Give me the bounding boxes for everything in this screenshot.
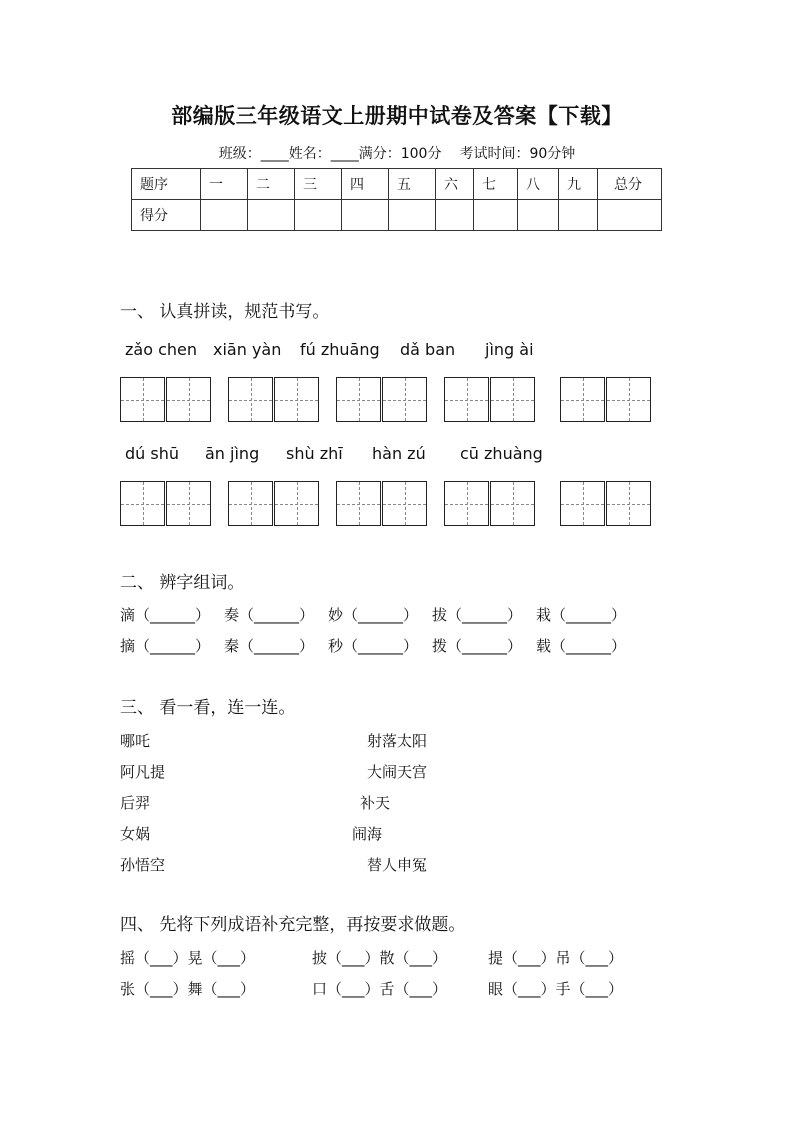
tianzige-box[interactable] bbox=[228, 377, 273, 422]
class-blank[interactable]: ____ bbox=[260, 146, 289, 162]
score-header-cell: 八 bbox=[518, 169, 559, 200]
score-table-header-row bbox=[132, 169, 662, 200]
pinyin-label: hàn zú bbox=[372, 444, 426, 463]
score-header-cell: 三 bbox=[295, 169, 342, 200]
match-right-item[interactable]: 补天 bbox=[360, 794, 391, 812]
score-header-cell: 一 bbox=[201, 169, 248, 200]
score-cell[interactable] bbox=[436, 200, 474, 231]
score-table bbox=[131, 168, 662, 231]
score-header-cell: 五 bbox=[389, 169, 436, 200]
name-blank[interactable]: ____ bbox=[330, 146, 359, 162]
full-score: 满分：100分 bbox=[358, 146, 442, 162]
tianzige-box[interactable] bbox=[490, 481, 535, 526]
exam-time: 考试时间：90分钟 bbox=[459, 146, 576, 162]
pinyin-label: jìng ài bbox=[485, 340, 534, 359]
tianzige-box[interactable] bbox=[560, 481, 605, 526]
match-left-item[interactable]: 后羿 bbox=[120, 794, 151, 812]
word-group-item[interactable]: 滴（______） bbox=[120, 606, 211, 624]
score-header-cell: 题序 bbox=[132, 169, 201, 200]
score-cell[interactable] bbox=[295, 200, 342, 231]
match-left-item[interactable]: 哪吒 bbox=[120, 732, 151, 750]
word-group-item[interactable]: 秒（______） bbox=[328, 637, 419, 655]
score-cell[interactable] bbox=[248, 200, 295, 231]
score-header-cell: 四 bbox=[342, 169, 389, 200]
section-2-heading: 二、 辨字组词。 bbox=[120, 573, 245, 593]
tianzige-box[interactable] bbox=[228, 481, 273, 526]
tianzige-box[interactable] bbox=[560, 377, 605, 422]
tianzige-box[interactable] bbox=[336, 377, 381, 422]
match-right-item[interactable]: 闹海 bbox=[352, 825, 383, 843]
word-group-item[interactable]: 栽（______） bbox=[536, 606, 627, 624]
class-label: 班级： bbox=[218, 146, 261, 162]
score-header-cell: 六 bbox=[436, 169, 474, 200]
score-header-cell: 九 bbox=[559, 169, 598, 200]
score-cell[interactable] bbox=[598, 200, 662, 231]
tianzige-box[interactable] bbox=[120, 377, 165, 422]
tianzige-box[interactable] bbox=[336, 481, 381, 526]
match-left-item[interactable]: 阿凡提 bbox=[120, 763, 166, 781]
pinyin-label: ān jìng bbox=[205, 444, 260, 463]
score-cell[interactable] bbox=[201, 200, 248, 231]
tianzige-box[interactable] bbox=[274, 481, 319, 526]
score-cell[interactable] bbox=[559, 200, 598, 231]
score-cell[interactable] bbox=[389, 200, 436, 231]
pinyin-label: dú shū bbox=[125, 444, 179, 463]
match-right-item[interactable]: 射落太阳 bbox=[367, 732, 428, 750]
pinyin-label: xiān yàn bbox=[213, 340, 282, 359]
score-table-score-row bbox=[132, 200, 662, 231]
section-3-heading: 三、 看一看，连一连。 bbox=[120, 698, 296, 718]
tianzige-box[interactable] bbox=[274, 377, 319, 422]
page-title: 部编版三年级语文上册期中试卷及答案【下载】 bbox=[171, 104, 623, 128]
name-label: 姓名： bbox=[288, 146, 331, 162]
word-group-item[interactable]: 载（______） bbox=[536, 637, 627, 655]
pinyin-label: fú zhuāng bbox=[300, 340, 380, 359]
tianzige-box[interactable] bbox=[382, 377, 427, 422]
match-right-item[interactable]: 大闹天宫 bbox=[367, 763, 428, 781]
section-4-heading: 四、 先将下列成语补充完整，再按要求做题。 bbox=[120, 915, 466, 935]
exam-info bbox=[0, 143, 794, 163]
idiom-item[interactable]: 眼（___）手（___） bbox=[488, 980, 624, 998]
score-cell[interactable] bbox=[342, 200, 389, 231]
match-left-item[interactable]: 孙悟空 bbox=[120, 856, 166, 874]
tianzige-box[interactable] bbox=[166, 481, 211, 526]
pinyin-label: dǎ ban bbox=[400, 340, 456, 359]
tianzige-box[interactable] bbox=[444, 481, 489, 526]
pinyin-label: shù zhī bbox=[286, 444, 343, 463]
tianzige-box[interactable] bbox=[606, 481, 651, 526]
tianzige-box[interactable] bbox=[382, 481, 427, 526]
tianzige-box[interactable] bbox=[166, 377, 211, 422]
word-group-item[interactable]: 拔（______） bbox=[432, 606, 523, 624]
score-header-cell: 七 bbox=[474, 169, 518, 200]
idiom-item[interactable]: 披（___）散（___） bbox=[312, 949, 448, 967]
idiom-item[interactable]: 提（___）吊（___） bbox=[488, 949, 624, 967]
tianzige-box[interactable] bbox=[606, 377, 651, 422]
idiom-item[interactable]: 口（___）舌（___） bbox=[312, 980, 448, 998]
idiom-item[interactable]: 摇（___）晃（___） bbox=[120, 949, 256, 967]
score-row-label: 得分 bbox=[132, 200, 201, 231]
word-group-item[interactable]: 摘（______） bbox=[120, 637, 211, 655]
score-cell[interactable] bbox=[474, 200, 518, 231]
word-group-item[interactable]: 拨（______） bbox=[432, 637, 523, 655]
tianzige-box[interactable] bbox=[490, 377, 535, 422]
match-left-item[interactable]: 女娲 bbox=[120, 825, 151, 843]
word-group-item[interactable]: 妙（______） bbox=[328, 606, 419, 624]
pinyin-label: zǎo chen bbox=[125, 340, 197, 359]
tianzige-box[interactable] bbox=[444, 377, 489, 422]
pinyin-label: cū zhuàng bbox=[460, 444, 543, 463]
score-cell[interactable] bbox=[518, 200, 559, 231]
word-group-item[interactable]: 奏（______） bbox=[224, 606, 315, 624]
score-header-cell: 总分 bbox=[598, 169, 662, 200]
section-1-heading: 一、 认真拼读，规范书写。 bbox=[120, 302, 330, 322]
match-right-item[interactable]: 替人申冤 bbox=[367, 856, 428, 874]
score-header-cell: 二 bbox=[248, 169, 295, 200]
tianzige-box[interactable] bbox=[120, 481, 165, 526]
idiom-item[interactable]: 张（___）舞（___） bbox=[120, 980, 256, 998]
word-group-item[interactable]: 秦（______） bbox=[224, 637, 315, 655]
